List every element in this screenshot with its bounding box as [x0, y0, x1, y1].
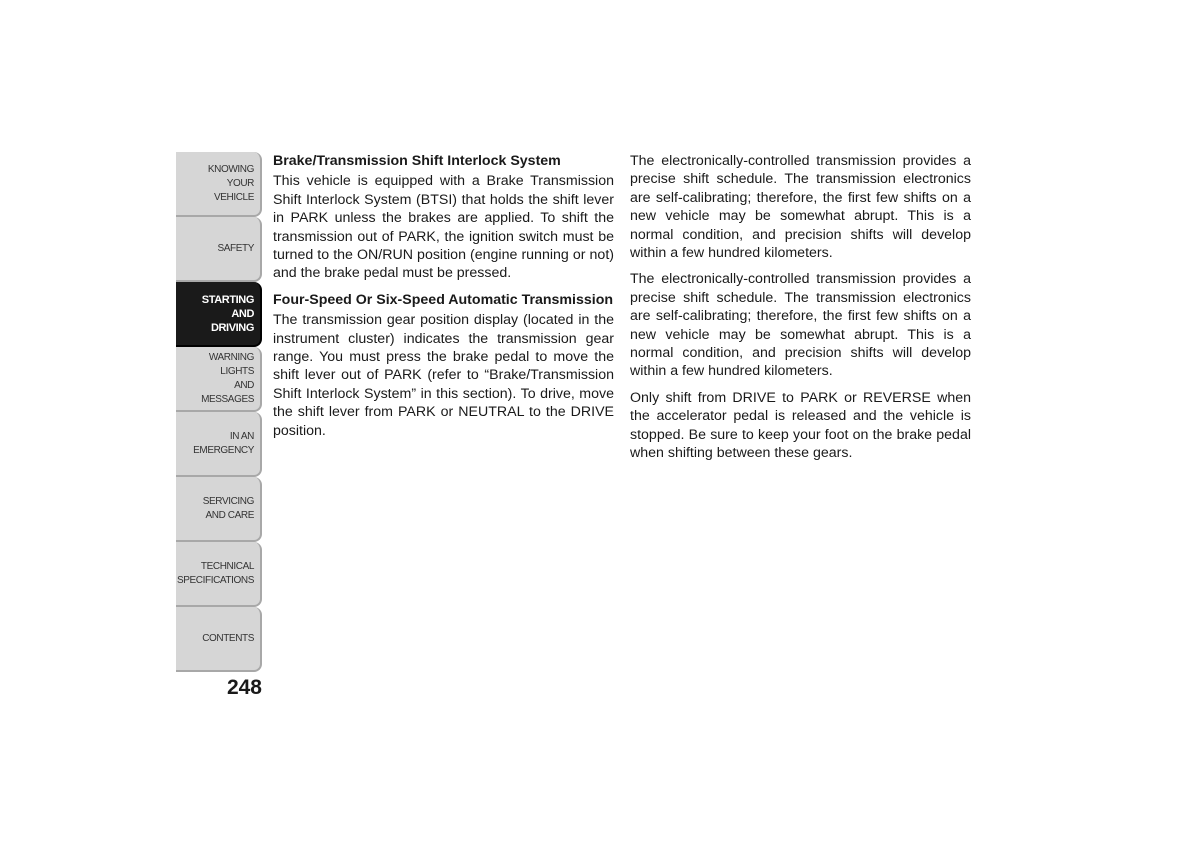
tab-label: WARNING LIGHTS AND MESSAGES: [201, 351, 254, 405]
paragraph-shift-caution: Only shift from DRIVE to PARK or REVERSE when the accelerator pedal is released and the vehicle is stopped. Be sure to keep your foot on the brake pedal when shifting between these gears.: [630, 389, 971, 462]
tab-servicing-and-care[interactable]: [176, 477, 262, 542]
paragraph-shift-schedule-2: The electronically-controlled transmission provides a precise shift schedule. The transmission electronics are self-calibrating; therefore, the first few shifts on a new vehicle may be somewhat abrupt. This is a normal condition, and precision shifts will develop within a few hundred kilometers.: [630, 271, 971, 380]
tab-in-an-emergency[interactable]: [176, 412, 262, 477]
tab-knowing-your-vehicle[interactable]: [176, 152, 262, 217]
section-heading-automatic-transmission: Four-Speed Or Six-Speed Automatic Transmission: [273, 291, 614, 308]
chapter-index-sidebar: [176, 152, 262, 672]
page-number: 248: [226, 676, 262, 699]
tab-label: SAFETY: [217, 242, 254, 254]
tab-starting-and-driving[interactable]: [176, 282, 262, 347]
tab-safety[interactable]: [176, 217, 262, 282]
left-column: [273, 152, 614, 448]
paragraph-automatic-transmission: The transmission gear position display (located in the instrument cluster) indicates the transmission gear range. You must press the brake pedal to move the shift lever out of PARK (refer to “Brake/Transmission Shift Interlock System” in this section). To drive, move the shift lever from PARK or NEUTRAL to the DRIVE position.: [273, 312, 614, 439]
tab-label: KNOWING YOUR VEHICLE: [207, 163, 254, 203]
tab-contents[interactable]: [176, 607, 262, 672]
paragraph-btsi: This vehicle is equipped with a Brake Transmission Shift Interlock System (BTSI) that holds the shift lever in PARK unless the brakes are applied. To shift the transmission out of PARK, the ignition switch must be turned to the ON/RUN position (engine running or not) and the brake pedal must be pressed.: [273, 173, 614, 282]
tab-label: TECHNICAL SPECIFICATIONS: [176, 560, 254, 586]
tab-label: SERVICING AND CARE: [202, 495, 254, 521]
tab-technical-specifications[interactable]: [176, 542, 262, 607]
tab-label: CONTENTS: [202, 632, 254, 644]
right-column: [630, 152, 971, 471]
tab-label: STARTING AND DRIVING: [201, 293, 254, 334]
tab-label: IN AN EMERGENCY: [193, 430, 254, 456]
section-heading-btsi: Brake/Transmission Shift Interlock System: [273, 153, 561, 169]
tab-warning-lights-and-messages[interactable]: [176, 347, 262, 412]
paragraph-shift-schedule-1: The electronically-controlled transmission provides a precise shift schedule. The transmission electronics are self-calibrating; therefore, the first few shifts on a new vehicle may be somewhat abrupt. This is a normal condition, and precision shifts will develop within a few hundred kilometers.: [630, 153, 971, 262]
